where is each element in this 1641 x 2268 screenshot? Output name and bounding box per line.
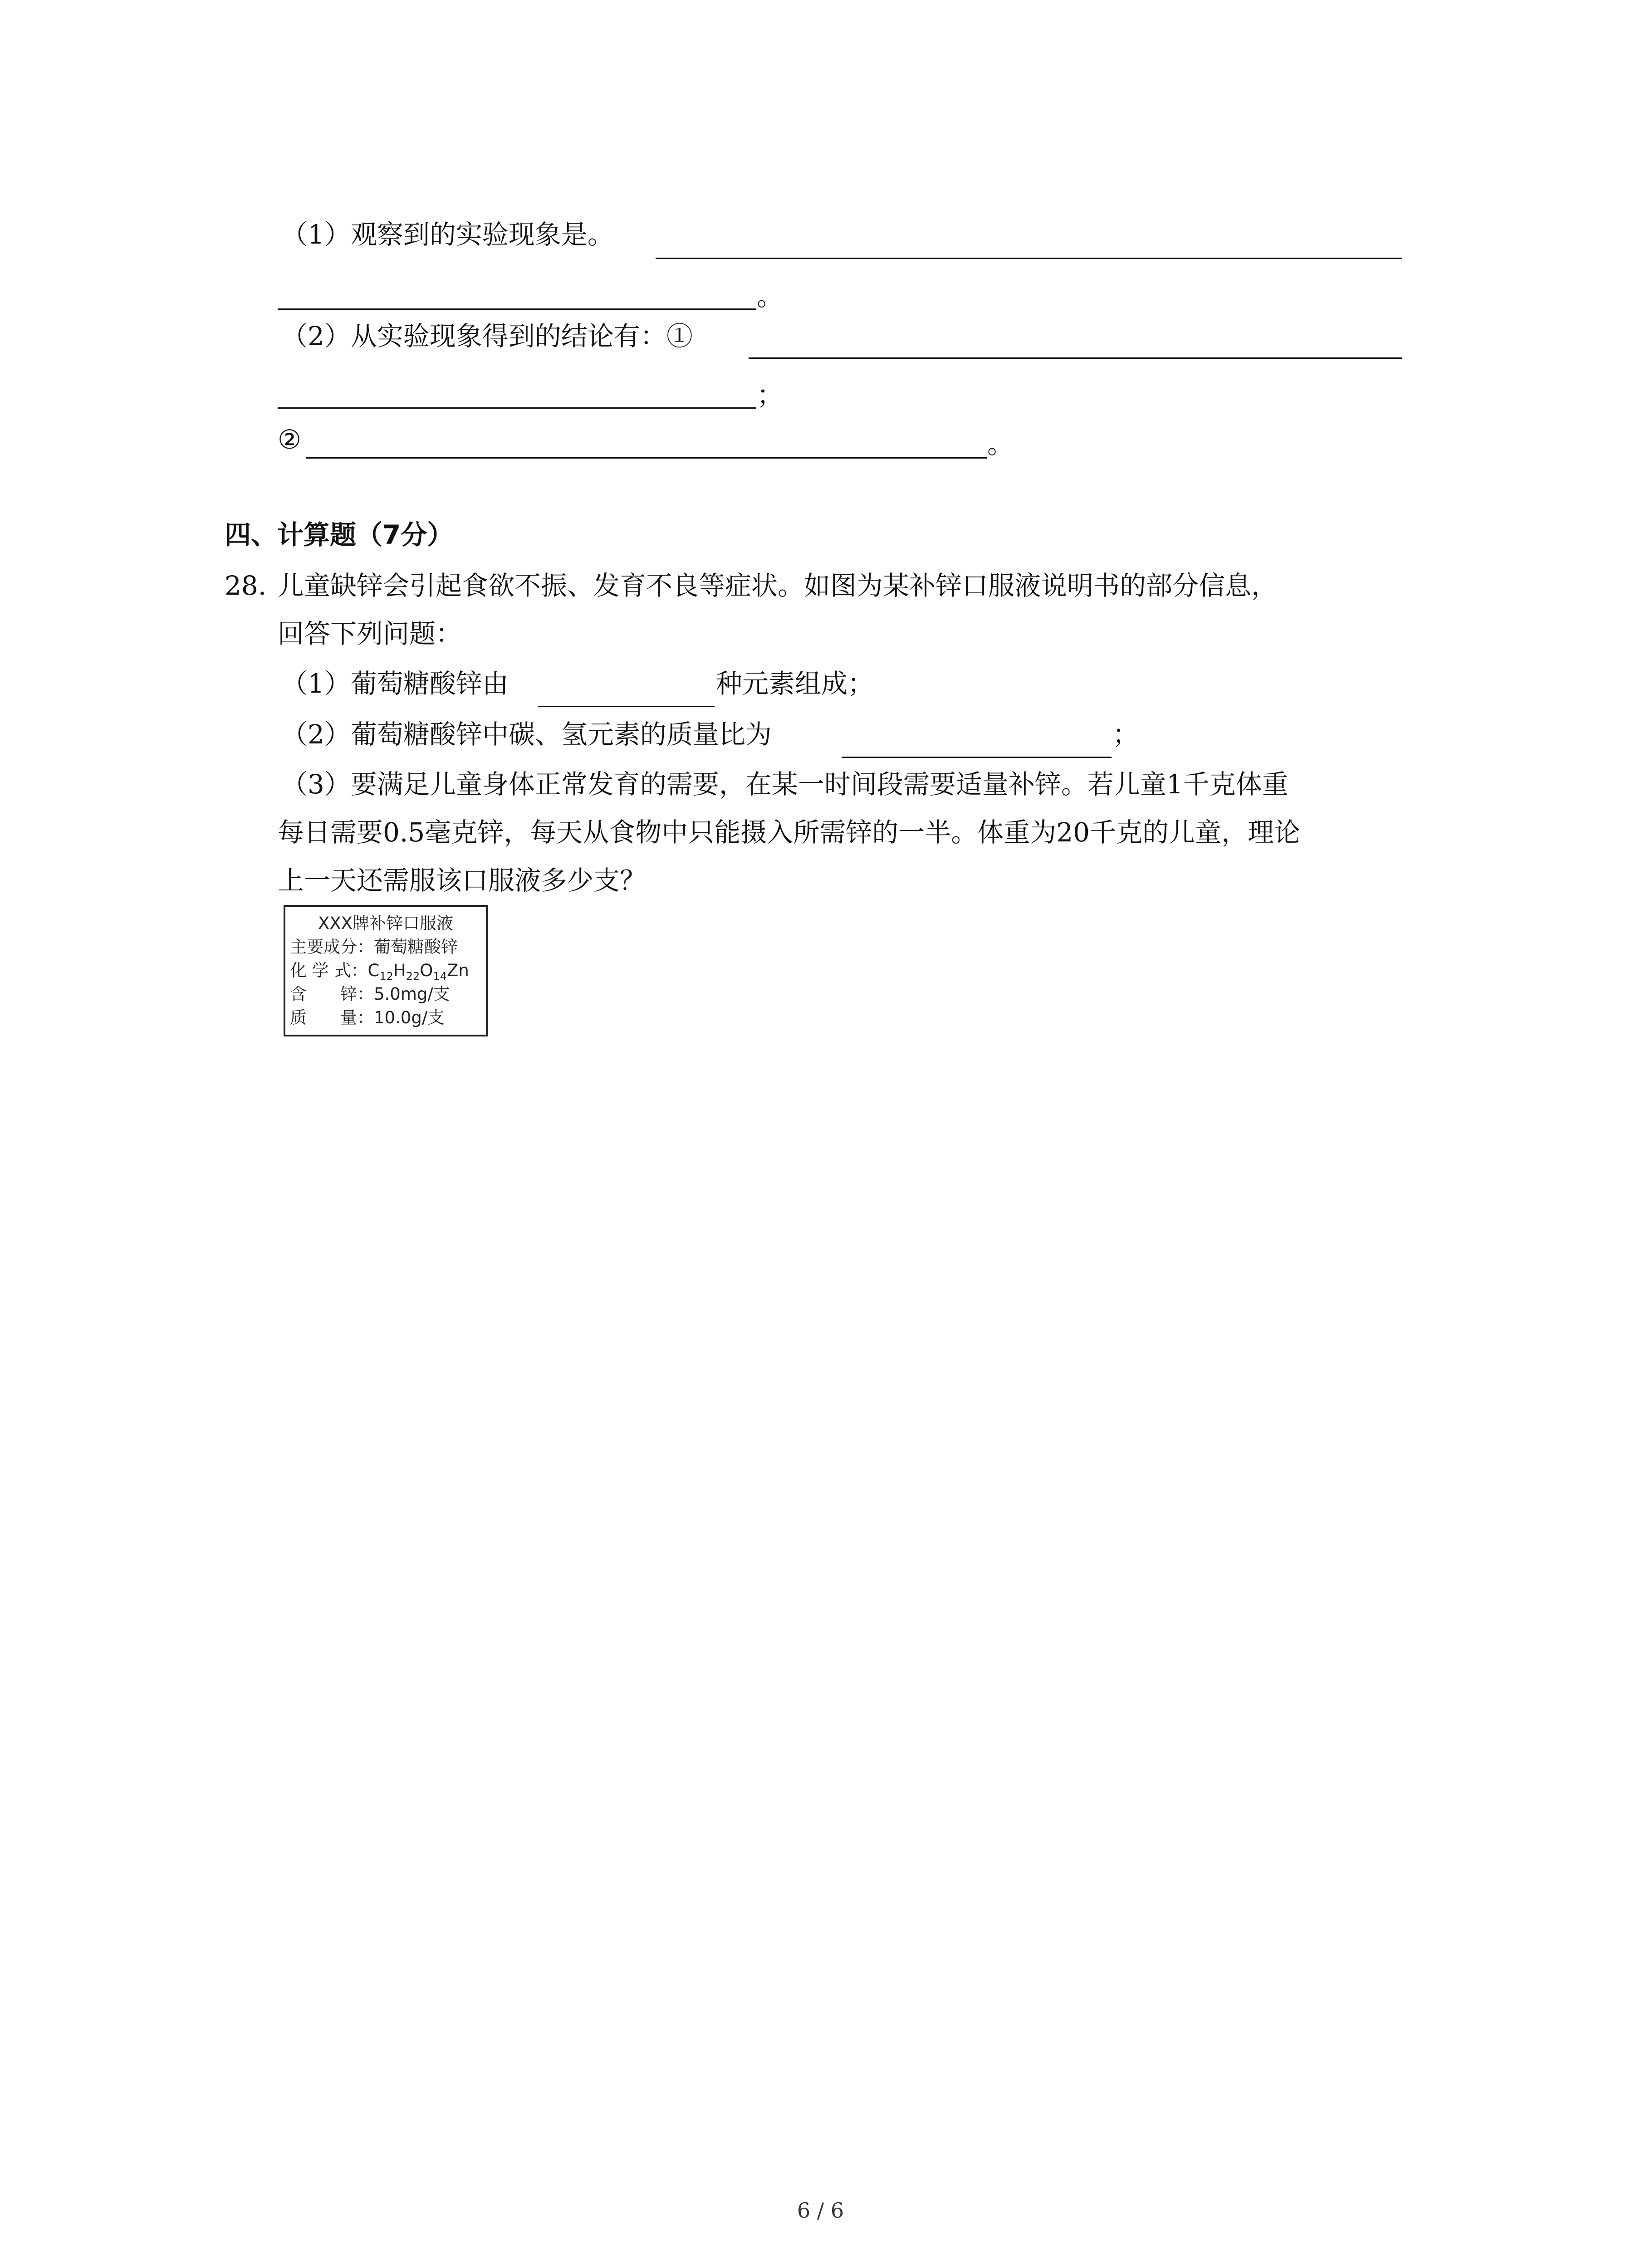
product-label-image [284, 905, 488, 1036]
formula-h: H [393, 961, 406, 980]
q28-sub1-after: 种元素组成； [716, 668, 874, 699]
q28-sub2-after: ； [1112, 719, 1139, 750]
q27-sub2-circle-2: ② [278, 424, 301, 455]
q27-sub2-answer-blank-1[interactable] [749, 357, 1402, 359]
q28-stem-line-1: 儿童缺锌会引起食欲不振、发育不良等症状。如图为某补锌口服液说明书的部分信息， [278, 570, 1278, 601]
formula-o-sub: 14 [433, 970, 447, 983]
formula-c-sub: 12 [379, 970, 393, 983]
q27-sub2-text: （2）从实验现象得到的结论有：① [281, 321, 693, 352]
label-formula [290, 962, 469, 982]
q27-sub2-answer-blank-3[interactable] [306, 457, 987, 459]
formula-o: O [420, 961, 433, 980]
page-number: 6 / 6 [797, 2198, 844, 2223]
section-heading: 四、计算题（7分） [225, 519, 454, 550]
q28-sub2-before: （2）葡萄糖酸锌中碳、氢元素的质量比为 [281, 719, 772, 750]
label-ingredient: 主要成分：葡萄糖酸锌 [290, 937, 458, 957]
q27-sub1-text: （1）观察到的实验现象是。 [281, 219, 614, 250]
q28-sub1-answer-blank[interactable] [538, 706, 715, 707]
formula-h-sub: 22 [406, 970, 420, 983]
label-title: XXX牌补锌口服液 [318, 914, 454, 933]
label-formula-label: 化 学 式： [290, 961, 368, 980]
q27-sub2-period: 。 [987, 429, 1014, 459]
q28-sub3-line-1: （3）要满足儿童身体正常发育的需要，在某一时间段需要适量补锌。若儿童1千克体重 [281, 769, 1288, 800]
q27-sub2-semicolon: ； [757, 380, 784, 411]
q28-sub3-line-2: 每日需要0.5毫克锌，每天从食物中只能摄入所需锌的一半。体重为20千克的儿童，理论 [278, 817, 1301, 848]
q28-sub1-before: （1）葡萄糖酸锌由 [281, 668, 509, 699]
q28-stem-line-2: 回答下列问题： [278, 618, 462, 649]
label-zinc-content: 含 锌：5.0mg/支 [290, 984, 450, 1004]
q28-number: 28. [225, 570, 267, 601]
formula-zn: Zn [446, 961, 469, 980]
q27-sub2-answer-blank-2[interactable] [278, 407, 756, 409]
q28-sub2-answer-blank[interactable] [842, 757, 1112, 758]
q27-sub1-answer-blank-2[interactable] [278, 308, 756, 310]
q28-sub3-line-3: 上一天还需服该口服液多少支？ [278, 865, 647, 896]
label-mass: 质 量：10.0g/支 [290, 1008, 445, 1027]
formula-c: C [367, 961, 380, 980]
q27-sub1-period: 。 [757, 281, 784, 312]
q27-sub1-answer-blank-1[interactable] [656, 258, 1402, 259]
